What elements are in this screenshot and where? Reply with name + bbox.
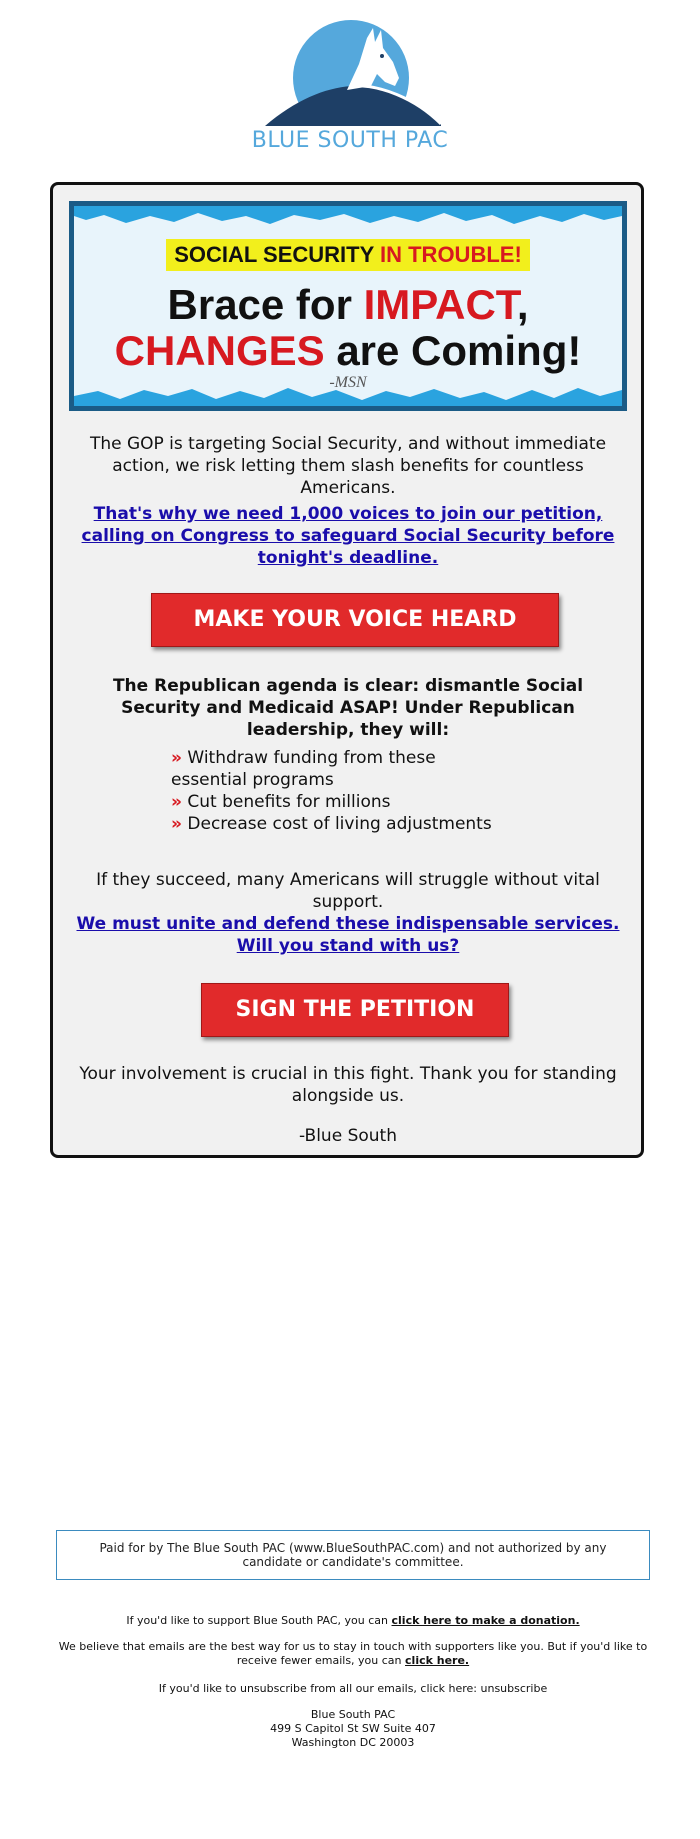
banner-source: -MSN [329, 374, 367, 391]
mailing-address [56, 1708, 650, 1750]
address-line2: Washington DC 20003 [291, 1736, 415, 1749]
unite-link[interactable]: We must unite and defend these indispensable services. Will you stand with us? [76, 914, 620, 956]
address-name: Blue South PAC [310, 1708, 396, 1721]
list-item: » Withdraw funding from these essential programs [171, 748, 436, 790]
succeed-text: If they succeed, many Americans will struggle without vital support. [96, 870, 600, 912]
chevron-right-icon: » [171, 748, 182, 768]
list-item: » Decrease cost of living adjustments [171, 814, 492, 834]
bullet-list [171, 747, 511, 835]
intro-text: The GOP is targeting Social Security, and without immediate action, we risk letting them slash benefits for countless Americans. [89, 434, 607, 498]
donate-line: If you'd like to support Blue South PAC, you can click here to make a donation. [126, 1614, 580, 1627]
sign-the-petition-button[interactable]: SIGN THE PETITION [201, 983, 509, 1037]
chevron-right-icon: » [171, 814, 182, 834]
banner-headline: Brace for IMPACT, CHANGES are Coming! [114, 281, 582, 374]
petition-link[interactable]: That's why we need 1,000 voices to join our petition, calling on Congress to safeguard Social Security before tonight's deadline. [81, 504, 615, 568]
make-your-voice-heard-button[interactable]: MAKE YOUR VOICE HEARD [151, 593, 559, 647]
unsubscribe-line[interactable]: If you'd like to unsubscribe from all our emails, click here: unsubscribe [158, 1682, 548, 1695]
address-line1: 499 S Capitol St SW Suite 407 [270, 1722, 436, 1735]
paid-for-disclaimer: Paid for by The Blue South PAC (www.BlueSouthPAC.com) and not authorized by any candidate or candidate's committee. [56, 1530, 650, 1580]
signature: -Blue South [299, 1126, 397, 1146]
involvement-text: Your involvement is crucial in this fight. Thank you for standing alongside us. [79, 1064, 617, 1106]
list-item: » Cut benefits for millions [171, 792, 391, 812]
logo-text: BLUE SOUTH PAC [251, 128, 449, 153]
torn-edge-top-icon [74, 206, 622, 230]
chevron-right-icon: » [171, 792, 182, 812]
banner-tag: SOCIAL SECURITY IN TROUBLE! [74, 239, 622, 271]
headline-banner [69, 201, 627, 411]
fewer-emails-link[interactable]: click here. [405, 1654, 470, 1667]
agenda-text: The Republican agenda is clear: dismantle Social Security and Medicaid ASAP! Under Republican leadership, they will: [112, 676, 584, 740]
fewer-emails-line: We believe that emails are the best way for us to stay in touch with supporters like you. But if you'd like to receive fewer emails, you can click here. [58, 1640, 648, 1667]
email-card [50, 182, 644, 1158]
donate-link[interactable]: click here to make a donation. [391, 1614, 580, 1627]
logo [0, 20, 700, 153]
donkey-logo-icon [255, 20, 445, 126]
